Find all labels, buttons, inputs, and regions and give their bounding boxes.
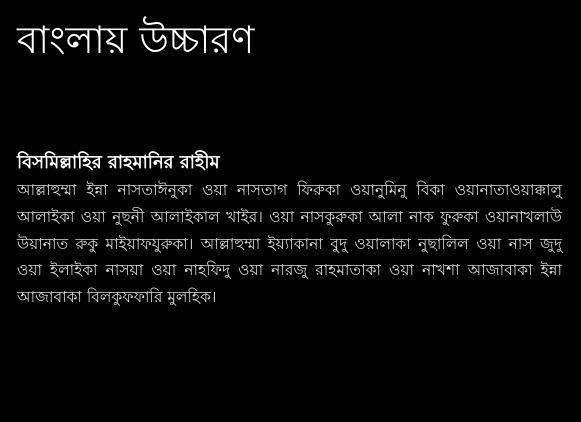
- body-paragraph: আল্লাহুম্মা ইন্না নাসতাঈনুকা ওয়া নাসতাগ ফিরুকা ওয়ানুমিনু বিকা ওয়ানাতাওয়াক্কালু আলাইকা ওয়া নুছনী আলাইকাল খাইর। ওয়া নাসকুরুকা আলা নাক ফুরুকা ওয়ানাখলাউ উয়ানাত রুকু মাইয়াফযুরুকা। আল্লাহুম্মা ইয়্যাকানা বুদু ওয়ালাকা নুছালিল ওয়া নাস জুদু ওয়া ইলাইকা নাসয়া ওয়া নাহফিদু ওয়া নারজু রাহমাতাকা ওয়া নাখশা আজাবাকা ইন্না আজাবাকা বিলকুফফারি মুলহিক।: [17, 181, 562, 307]
- page-title: বাংলায় উচ্চারণ: [17, 18, 255, 62]
- section-heading: বিসমিল্লাহির রাহমানির রাহীম: [17, 152, 220, 173]
